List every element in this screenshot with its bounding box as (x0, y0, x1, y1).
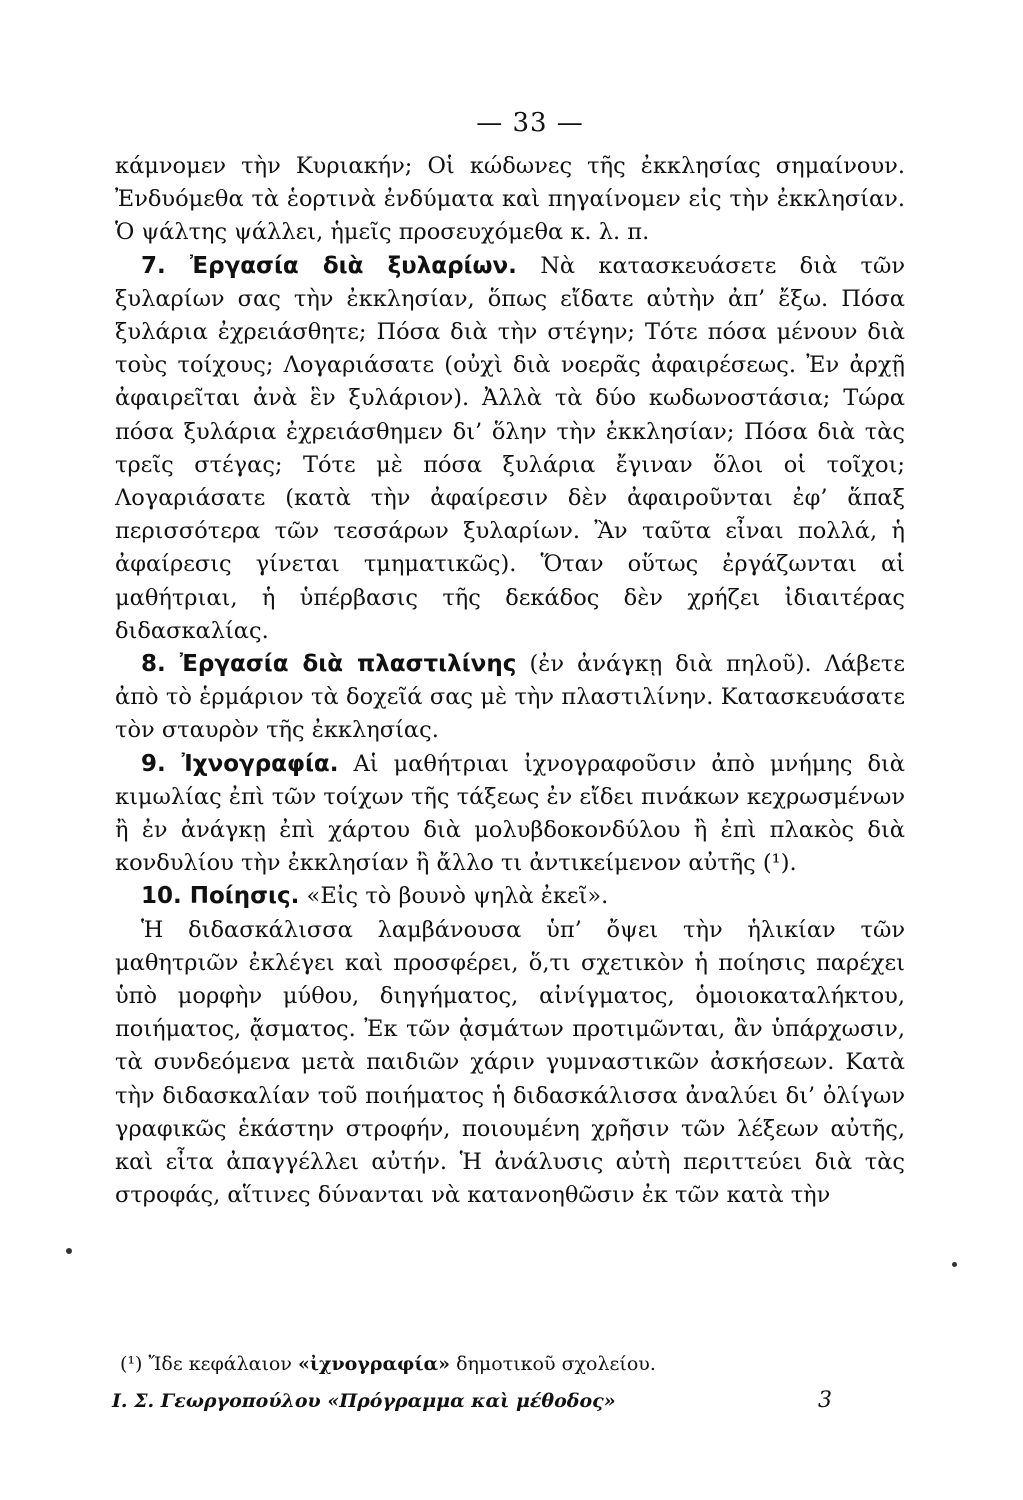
footnote-tail: δημοτικοῦ σχολείου. (456, 1353, 656, 1375)
paragraph-text: (ἐν ἀνάγκῃ διὰ πηλοῦ). Λάβετε ἀπὸ τὸ ἑρμάριον τὰ δοχεῖά σας μὲ τὴν πλαστιλίνην. Κατασκευάσατε τὸν σταυρὸν τῆς ἐκκλησίας. (115, 651, 905, 744)
section-heading: 9. Ἰχνογραφία. (141, 750, 339, 777)
paragraph-text: Αἱ μαθήτριαι ἰχνογραφοῦσιν ἀπὸ μνήμης διὰ κιμωλίας ἐπὶ τῶν τοίχων τῆς τάξεως ἐν εἴδει πινάκων κεχρωσμένων ἢ ἐν ἀνάγκῃ ἐπὶ χάρτου διὰ μολυβδοκονδύλου ἢ ἐπὶ πλακὸς διὰ κονδυλίου τὴν ἐκκλησίαν ἢ ἄλλο τι ἀντικείμενον αὐτῆς (¹). (115, 750, 906, 877)
signature-text: Ι. Σ. Γεωργοπούλου «Πρόγραμμα καὶ μέθοδος» (112, 1390, 616, 1412)
speck-mark (66, 1248, 72, 1254)
printer-signature (112, 1388, 912, 1413)
page-number: — 33 — (476, 108, 584, 138)
paragraph-intro (115, 150, 905, 250)
paragraph-section-8 (115, 648, 905, 748)
footnote-lead: Ἴδε κεφάλαιον (148, 1353, 292, 1375)
paragraph-text: Νὰ κατασκευάσετε διὰ τῶν ξυλαρίων σας τὴν ἐκκλησίαν, ὅπως εἴδατε αὐτὴν ἀπ’ ἔξω. Πόσα ξυλάρια ἐχρειάσθητε; Πόσα διὰ τὴν στέγην; Τότε πόσα μένουν διὰ τοὺς τοίχους; Λογαριάσατε (οὐχὶ διὰ νοερᾶς ἀφαιρέσεως. Ἐν ἀρχῇ ἀφαιρεῖται ἀνὰ ἓν ξυλάριον). Ἀλλὰ τὰ δύο κωδωνοστάσια; Τώρα πόσα ξυλάρια ἐχρειάσθημεν δι’ ὅλην τὴν ἐκκλησίαν; Πόσα διὰ τὰς τρεῖς στέγας; Τότε μὲ πόσα ξυλάρια ἔγιναν ὅλοι οἱ τοῖχοι; Λογαριάσατε (κατὰ τὴν ἀφαίρεσιν δὲν ἀφαιροῦνται ἐφ’ ἅπαξ περισσότερα τῶν τεσσάρων ξυλαρίων. Ἂν ταῦτα εἶναι πολλά, ἡ ἀφαίρεσις γίνεται τμηματικῶς). Ὅταν οὕτως ἐργάζωνται αἱ μαθήτριαι, ἡ ὑπέρβασις τῆς δεκάδος δὲν χρήζει ἰδιαιτέρας διδασκαλίας. (115, 252, 906, 644)
section-heading: 8. Ἐργασία διὰ πλαστιλίνης (141, 651, 517, 678)
footnote (120, 1350, 880, 1378)
paragraph-text: κάμνομεν τὴν Κυριακήν; Οἱ κώδωνες τῆς ἐκκλησίας σημαίνουν. Ἐνδυόμεθα τὰ ἑορτινὰ ἐνδύματα καὶ πηγαίνομεν εἰς τὴν ἐκκλησίαν. Ὁ ψάλτης ψάλλει, ἡμεῖς προσευχόμεθα κ. λ. π. (115, 153, 905, 246)
paragraph-section-9 (115, 748, 905, 881)
section-heading: 10. Ποίησις. (141, 883, 300, 910)
paragraph-poetry-body (115, 914, 905, 1213)
paragraph-section-7 (115, 250, 905, 648)
paragraph-text: Ἡ διδασκάλισσα λαμβάνουσα ὑπ’ ὄψει τὴν ἡλικίαν τῶν μαθητριῶν ἐκλέγει καὶ προσφέρει, ὅ,τι σχετικὸν ἡ ποίησις παρέχει ὑπὸ μορφὴν μύθου, διηγήματος, αἰνίγματος, ὁμοιοκαταλήκτου, ποιήματος, ᾄσματος. Ἐκ τῶν ᾀσμάτων προτιμῶνται, ἂν ὑπάρχωσιν, τὰ συνδεόμενα μετὰ παιδιῶν χάριν γυμναστικῶν ἀσκήσεων. Κατὰ τὴν διδασκαλίαν τοῦ ποιήματος ἡ διδασκάλισσα ἀναλύει δι’ ὀλίγων γραφικῶς ἑκάστην στροφήν, ποιουμένη χρῆσιν τῶν λέξεων αὐτῆς, καὶ εἶτα ἀπαγγέλλει αὐτήν. Ἡ ἀνάλυσις αὐτὴ περιττεύει διὰ τὰς στροφάς, αἵτινες δύνανται νὰ κατανοηθῶσιν ἐκ τῶν κατὰ τὴν (115, 916, 905, 1209)
section-heading: 7. Ἐργασία διὰ ξυλαρίων. (141, 252, 517, 279)
paragraph-section-10 (115, 880, 905, 913)
body-text (115, 150, 905, 1213)
signature-sheet-number: 3 (818, 1388, 832, 1413)
footnote-quote: «ἰχνογραφία» (297, 1353, 451, 1375)
paragraph-text: «Εἰς τὸ βουνὸ ψηλὰ ἐκεῖ». (306, 883, 609, 910)
footnote-mark: (¹) (120, 1353, 143, 1375)
speck-mark (952, 1262, 957, 1267)
